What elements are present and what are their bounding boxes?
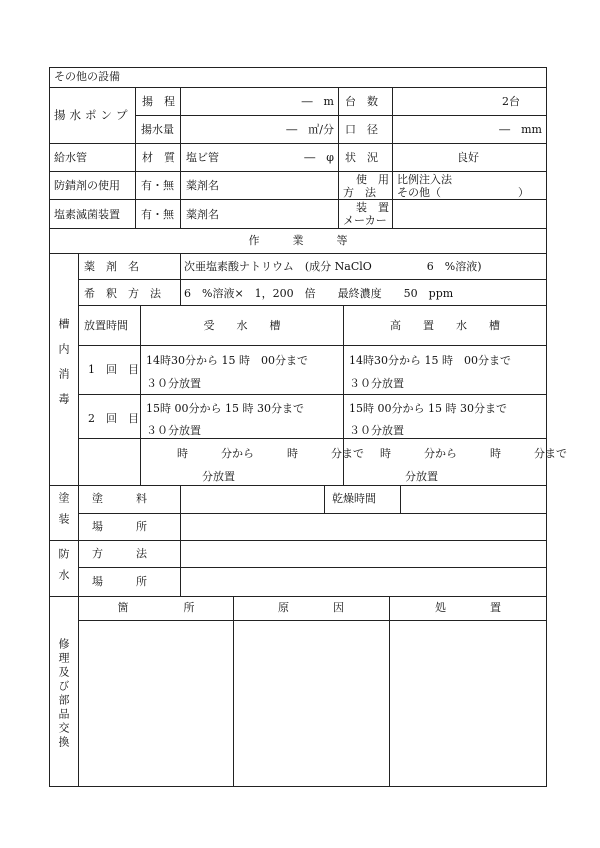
tank-elevated-header: 高 置 水 槽 [390,319,500,332]
rule [78,438,547,439]
round2-receive-time: 15時 00分から 15 時 30分まで [146,402,304,415]
round2-label: 2 回 目 [88,412,139,425]
method-value-1: 比例注入法 [397,173,452,186]
rule [49,228,547,229]
rule [135,87,136,228]
repair-col-cause: 原 因 [278,601,344,614]
painting-place-label: 場 所 [92,520,147,533]
section-title: その他の設備 [54,70,120,83]
round2-elevated-leave: ３０分放置 [349,424,404,437]
disinfection-side-label: 槽内消毒 [57,318,70,418]
rule [49,67,50,787]
pump-label: 揚水ポンプ [54,108,132,122]
tank-receive-header: 受 水 槽 [203,319,281,332]
dilution-value: 6 %溶液× 1，200 倍 最終濃度 50 ppm [184,287,454,300]
dilution-label: 希 釈 方 法 [84,287,161,300]
diameter-value: ― φ [304,151,334,164]
time-label: 放置時間 [84,319,128,332]
rust-agent-label: 防錆剤の使用 [54,179,120,192]
maker-label-1: 装 置 [356,201,389,214]
dry-time-label: 乾燥時間 [332,492,376,505]
rule [78,279,547,280]
round1-elevated-leave: ３０分放置 [349,377,404,390]
blank-receive-time: 時 分から 時 分まで [177,447,364,460]
method-value-2: その他（ ） [397,186,529,199]
pump-flow-value: ― ㎥/分 [286,123,334,136]
rule [49,199,547,200]
rule [49,253,547,254]
rule [78,620,547,621]
repair-col-action: 処 置 [435,601,501,614]
rule [180,87,181,228]
pump-bore-label: 口 径 [345,123,378,136]
work-title: 作 業 等 [248,234,348,247]
rule [338,87,339,228]
rule [400,485,401,513]
pump-flow-label: 揚水量 [141,123,174,136]
chlorinator-agent-label: 薬剤名 [186,208,219,221]
repair-side-label: 修理及び部品交換 [57,638,70,750]
rule [546,67,547,787]
rust-yes-no: 有・無 [141,179,174,192]
rule [180,253,181,305]
rule [180,485,181,596]
round2-receive-leave: ３０分放置 [146,424,201,437]
rust-agent-name-label: 薬剤名 [186,179,219,192]
rule [140,305,141,485]
rule [233,596,234,787]
method-label-1: 使 用 [356,173,389,186]
material-value: 塩ビ管 [186,151,219,164]
rule [78,305,547,306]
status-label: 状 況 [345,151,378,164]
status-value: 良好 [457,151,479,164]
rule [78,253,79,787]
blank-elevated-leave: 分放置 [405,470,438,483]
rule [49,485,547,486]
pump-count-value: 2台 [502,95,520,108]
agent-value: 次亜塩素酸ナトリウム (成分 NaClO 6 %溶液) [184,260,482,273]
blank-elevated-time: 時 分から 時 分まで [380,447,567,460]
rule [78,394,547,395]
agent-label: 薬 剤 名 [84,260,139,273]
rule [392,87,393,228]
pump-head-label: 揚 程 [142,95,175,108]
rule [78,513,547,514]
maker-label-2: メーカー [343,214,387,227]
waterproof-method-label: 方 法 [92,547,147,560]
round1-receive-time: 14時30分から 15 時 00分まで [146,354,308,367]
round1-elevated-time: 14時30分から 15 時 00分まで [349,354,511,367]
round2-elevated-time: 15時 00分から 15 時 30分まで [349,402,507,415]
pump-bore-value: ― mm [499,123,542,136]
blank-receive-leave: 分放置 [202,470,235,483]
waterproof-side-label: 防水 [57,548,70,590]
material-label: 材 質 [142,151,175,164]
method-label-2: 方 法 [343,186,376,199]
round1-label: 1 回 目 [88,363,139,376]
rule [78,567,547,568]
repair-col-location: 箇 所 [117,601,195,614]
supply-pipe-label: 給水管 [54,151,87,164]
chlorinator-yes-no: 有・無 [141,208,174,221]
rule [49,540,547,541]
rule [49,171,547,172]
chlorinator-label: 塩素滅菌装置 [54,208,120,221]
rule [49,67,547,68]
pump-head-value: ― m [301,95,334,108]
rule [135,115,547,116]
rule [324,485,325,513]
paint-label: 塗 料 [92,492,147,505]
rule [78,345,547,346]
waterproof-place-label: 場 所 [92,575,147,588]
painting-side-label: 塗装 [57,492,70,534]
rule [49,596,547,597]
round1-receive-leave: ３０分放置 [146,377,201,390]
rule [49,87,547,88]
rule [49,786,547,787]
rule [49,143,547,144]
rule [389,596,390,787]
pump-count-label: 台 数 [345,95,378,108]
